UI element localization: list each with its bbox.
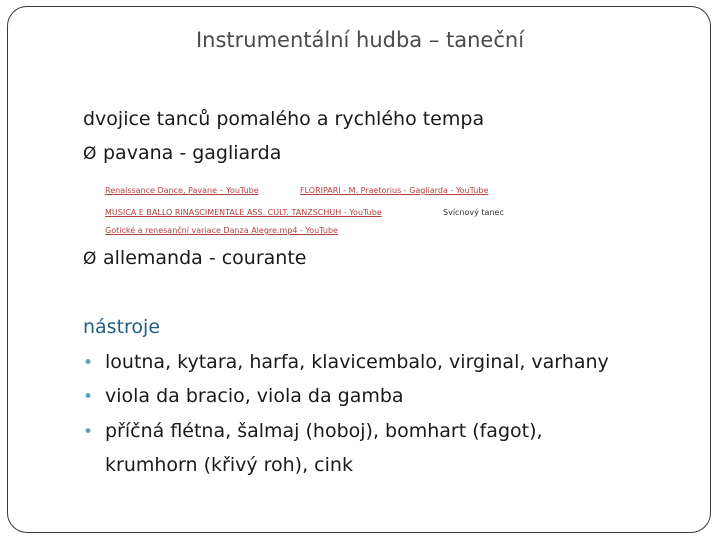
bullet-icon: • bbox=[83, 387, 94, 407]
instrument-text-continuation: krumhorn (křivý roh), cink bbox=[105, 454, 353, 476]
link-floripari-gagliarda[interactable]: FLORIPARI - M. Praetorius - Gagliarda - YouTube bbox=[300, 186, 489, 195]
instrument-text: viola da bracio, viola da gamba bbox=[105, 385, 404, 407]
instrument-item bbox=[83, 351, 609, 373]
bullet-icon: • bbox=[83, 422, 94, 442]
link-goticke-variace[interactable]: Gotické a renesanční variace Danza Alegre.mp4 - YouTube bbox=[105, 226, 338, 235]
dance-pair-label: allemanda - courante bbox=[103, 247, 307, 269]
instrument-text: příčná flétna, šalmaj (hoboj), bomhart (fagot), bbox=[105, 420, 543, 442]
arrow-bullet-icon: Ø bbox=[83, 144, 97, 164]
dance-pair-label: pavana - gagliarda bbox=[103, 142, 282, 164]
link-renaissance-pavane[interactable]: Renaissance Dance, Pavane – YouTube bbox=[105, 186, 259, 195]
bullet-icon: • bbox=[83, 353, 94, 373]
instruments-heading: nástroje bbox=[83, 316, 161, 338]
instrument-text: loutna, kytara, harfa, klavicembalo, virginal, varhany bbox=[105, 351, 609, 373]
note-svicnovy-tanec: Svícnový tanec bbox=[443, 208, 504, 217]
arrow-bullet-icon: Ø bbox=[83, 249, 97, 269]
slide-title: Instrumentální hudba – taneční bbox=[195, 28, 525, 52]
instrument-item bbox=[83, 420, 543, 442]
instrument-item bbox=[83, 385, 404, 407]
link-musica-e-ballo[interactable]: MUSICA E BALLO RINASCIMENTALE ASS. CULT. TANZSCHUH - YouTube bbox=[105, 208, 382, 217]
dance-pair-allemanda bbox=[83, 247, 306, 269]
intro-text: dvojice tanců pomalého a rychlého tempa bbox=[83, 108, 485, 130]
dance-pair-pavana bbox=[83, 142, 281, 164]
